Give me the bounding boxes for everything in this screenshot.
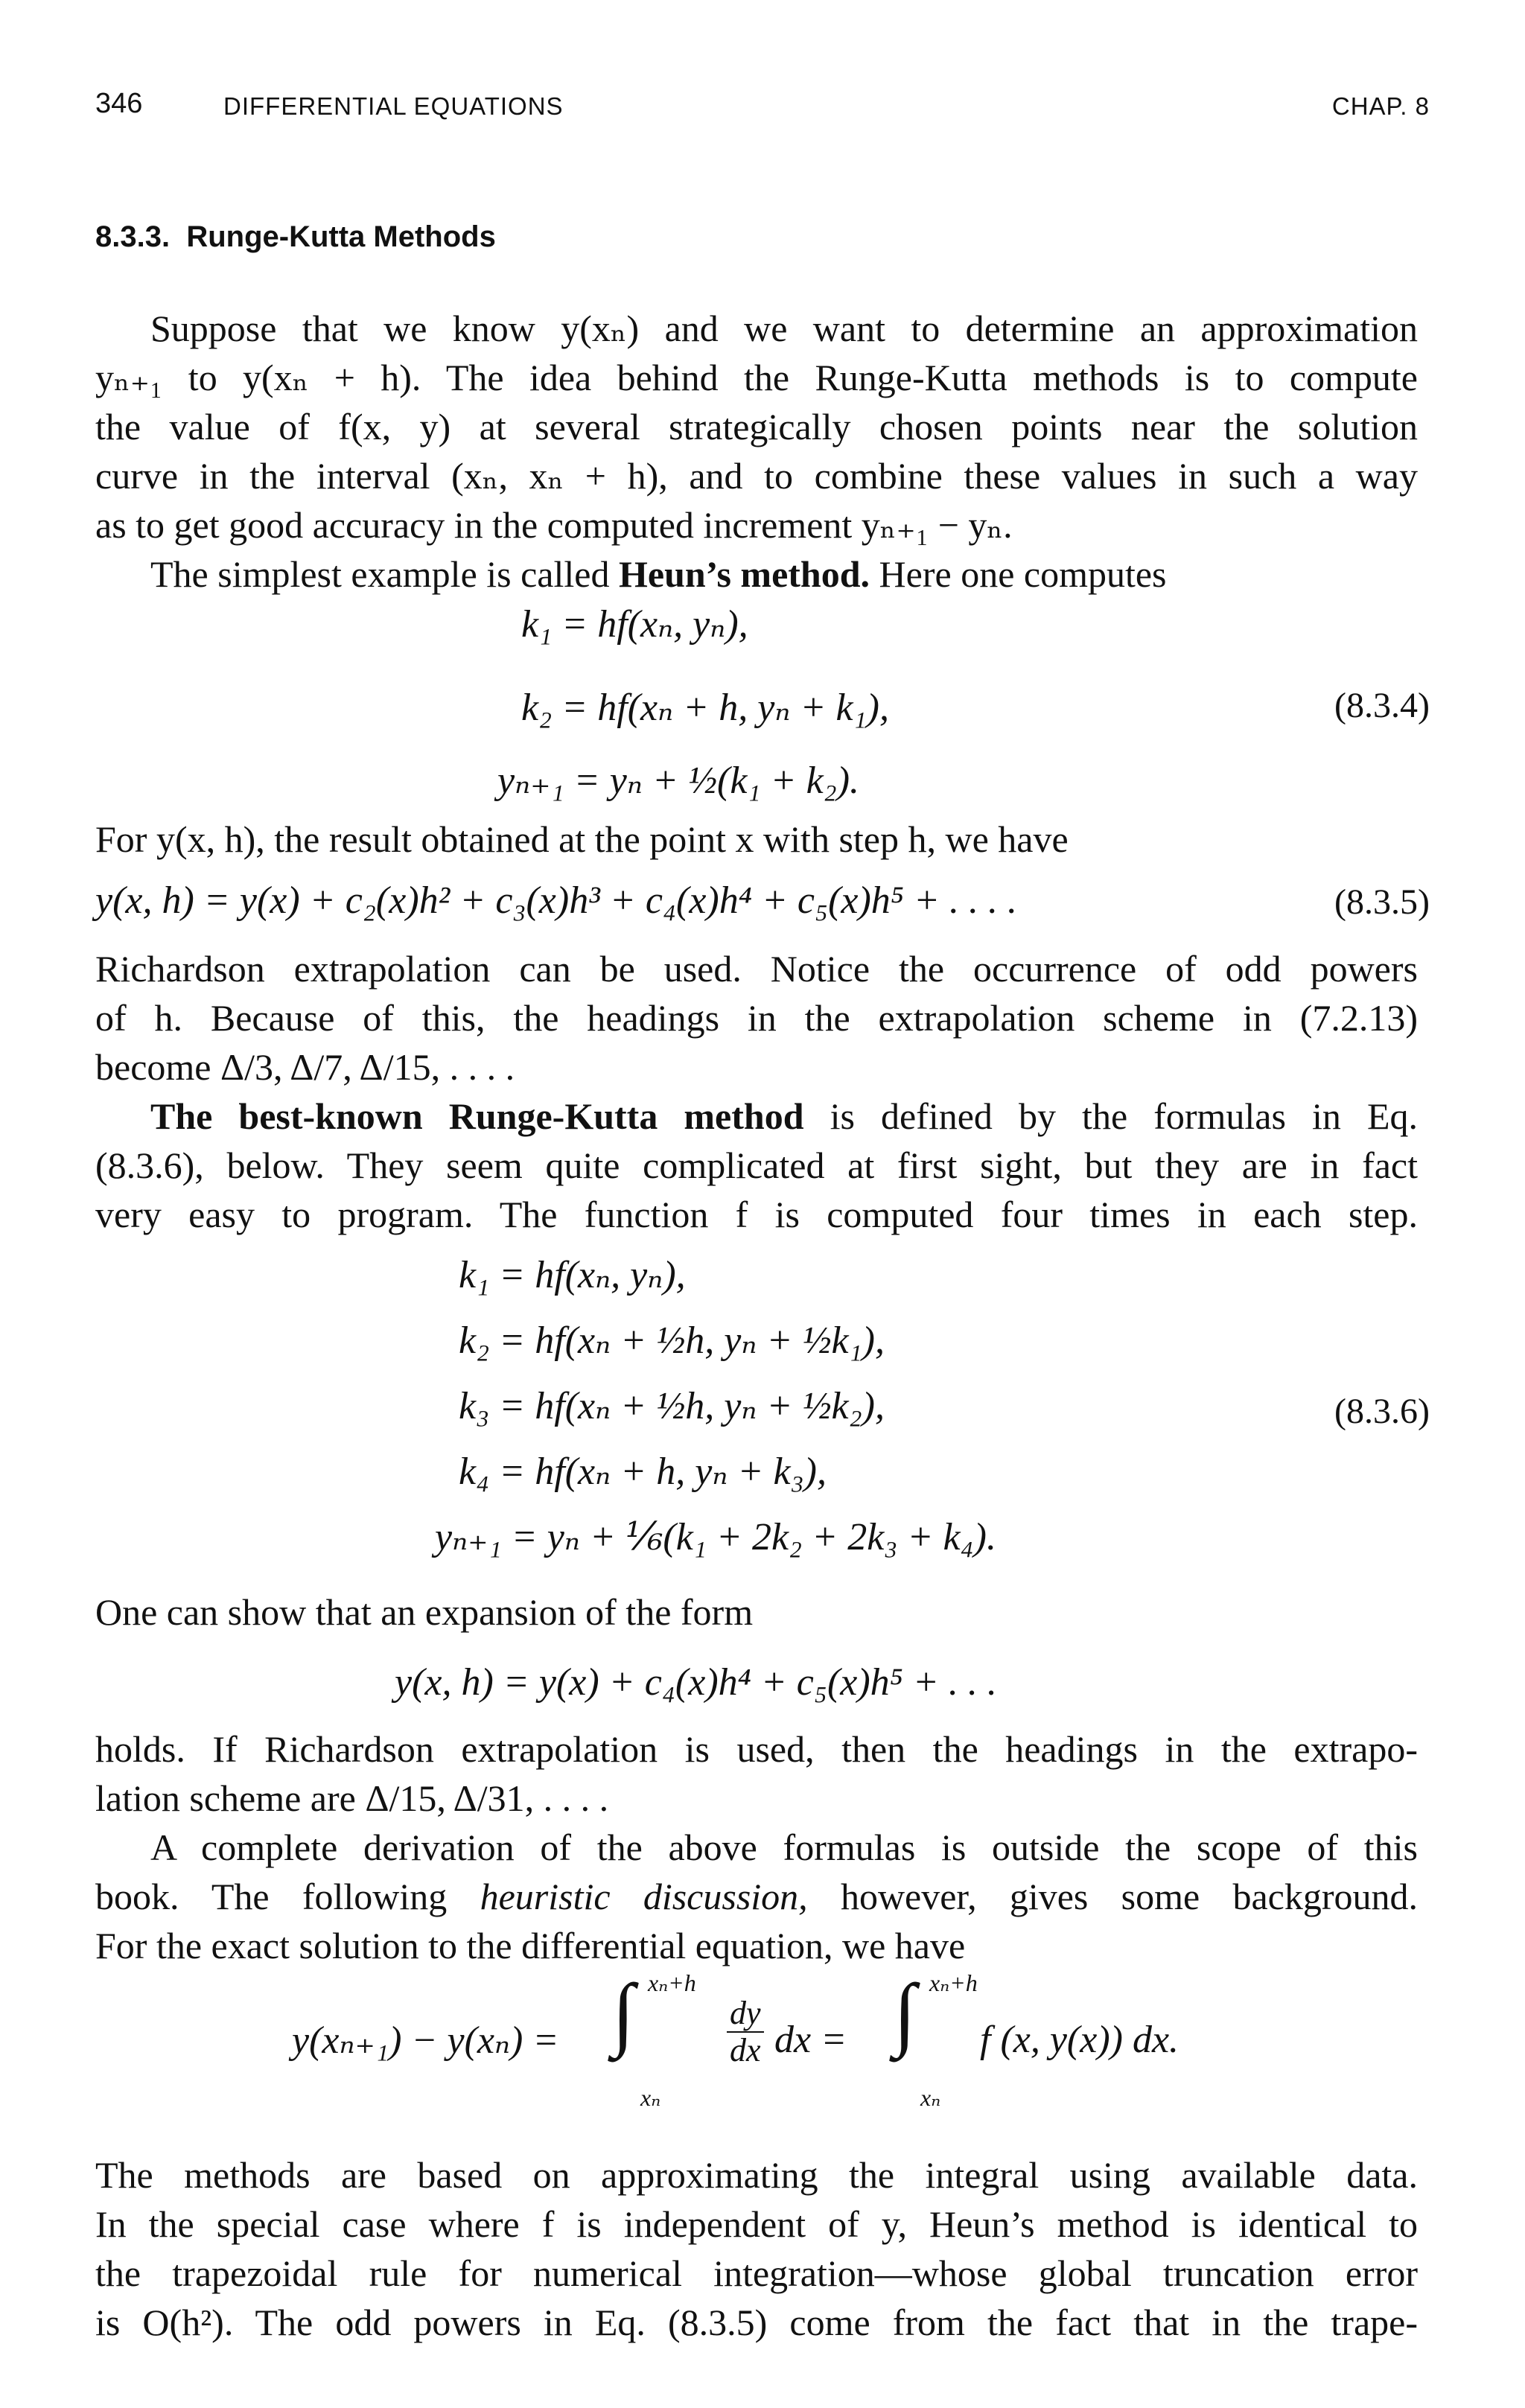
text-line: For y(x, h), the result obtained at the point x with step h, we have — [95, 818, 1069, 860]
integral-sign-1: ∫ — [612, 1967, 635, 2058]
text-line: the trapezoidal rule for numerical integration—whose global truncation error — [95, 2252, 1418, 2294]
text-line: lation scheme are Δ/15, Δ/31, . . . . — [95, 1777, 609, 1819]
text-line: Suppose that we know y(xₙ) and we want to determine an approximation — [150, 308, 1418, 349]
eq-834-k2: k₂ = hf(xₙ + h, yₙ + k₁), — [521, 687, 889, 729]
text-line: of h. Because of this, the headings in the extrapolation scheme in (7.2.13) — [95, 997, 1418, 1039]
text-line: yₙ₊₁ to y(xₙ + h). The idea behind the Runge-Kutta methods is to compute — [95, 357, 1418, 398]
integral-sign-2: ∫ — [894, 1967, 917, 2058]
section-number: 8.3.3. — [95, 220, 171, 253]
term-heuristic: heuristic discussion, — [480, 1876, 808, 1917]
text-line: become Δ/3, Δ/7, Δ/15, . . . . — [95, 1046, 515, 1088]
eq-836-k1: k₁ = hf(xₙ, yₙ), — [459, 1254, 686, 1296]
chapter-label: CHAP. 8 — [1331, 92, 1430, 120]
eq-834-y: yₙ₊₁ = yₙ + ½(k₁ + k₂). — [497, 759, 860, 802]
paragraph-expansion — [95, 1587, 1418, 1637]
section-heading — [95, 220, 496, 254]
text-line: For the exact solution to the differential equation, we have — [95, 1925, 966, 1966]
integral-lower-1: xₙ — [640, 2084, 661, 2111]
integral-upper-1: xₙ+h — [648, 1969, 696, 1996]
paragraph-derivation — [95, 1823, 1418, 1970]
paragraph-intro — [95, 304, 1418, 599]
eq-expansion: y(x, h) = y(x) + c₄(x)h⁴ + c₅(x)h⁵ + . . . — [395, 1661, 997, 1704]
paragraph-rk4 — [95, 1092, 1418, 1239]
paragraph-richardson — [95, 944, 1418, 1092]
eq-number-834: (8.3.4) — [1334, 686, 1430, 725]
paragraph-holds — [95, 1724, 1418, 1823]
term-rk4: The best-known Runge-Kutta method — [150, 1095, 804, 1137]
eq-836-k3: k₃ = hf(xₙ + ½h, yₙ + ½k₂), — [459, 1385, 885, 1427]
eq-number-835: (8.3.5) — [1334, 882, 1430, 922]
text-line: book. The following heuristic discussion, however, gives some background. — [95, 1876, 1419, 1917]
eq-834-k1: k₁ = hf(xₙ, yₙ), — [521, 603, 748, 646]
text-line: is O(h²). The odd powers in Eq. (8.3.5) come from the fact that in the trape- — [95, 2302, 1418, 2343]
paragraph-methods — [95, 2150, 1418, 2347]
page-number: 346 — [95, 88, 143, 119]
term-heun: Heun’s method. — [618, 553, 870, 595]
text-line: The best-known Runge-Kutta method is defined by the formulas in Eq. — [150, 1095, 1418, 1137]
eq-836-y: yₙ₊₁ = yₙ + ⅙(k₁ + 2k₂ + 2k₃ + k₄). — [435, 1516, 996, 1558]
eq-int-lhs: y(xₙ₊₁) − y(xₙ) = — [292, 2019, 559, 2062]
eq-836-k4: k₄ = hf(xₙ + h, yₙ + k₃), — [459, 1450, 827, 1493]
integral-lower-2: xₙ — [920, 2084, 941, 2111]
text-line: In the special case where f is independent of y, Heun’s method is identical to — [95, 2203, 1418, 2245]
running-title: DIFFERENTIAL EQUATIONS — [223, 92, 564, 120]
text-line: The simplest example is called Heun’s method. Here one computes — [150, 553, 1167, 595]
text-line: The methods are based on approximating the integral using available data. — [95, 2154, 1418, 2196]
eq-int-rhs: f (x, y(x)) dx. — [980, 2019, 1179, 2061]
text-line: (8.3.6), below. They seem quite complicated at first sight, but they are in fact — [95, 1144, 1418, 1186]
eq-int-dx: dx = — [774, 2019, 847, 2061]
text-line: Richardson extrapolation can be used. Notice the occurrence of odd powers — [95, 948, 1418, 990]
text-line: very easy to program. The function f is computed four times in each step. — [95, 1194, 1418, 1235]
integral-upper-2: xₙ+h — [929, 1969, 978, 1996]
text-line: curve in the interval (xₙ, xₙ + h), and to combine these values in such a way — [95, 455, 1418, 497]
text-line: holds. If Richardson extrapolation is used, then the headings in the extrapo- — [95, 1728, 1418, 1770]
eq-835: y(x, h) = y(x) + c₂(x)h² + c₃(x)h³ + c₄(x)h⁴ + c₅(x)h⁵ + . . . . — [95, 879, 1017, 922]
eq-836-k2: k₂ = hf(xₙ + ½h, yₙ + ½k₁), — [459, 1319, 885, 1362]
text-line: One can show that an expansion of the form — [95, 1591, 754, 1633]
text-line: as to get good accuracy in the computed increment yₙ₊₁ − yₙ. — [95, 504, 1013, 546]
eq-number-836: (8.3.6) — [1334, 1392, 1430, 1431]
text-line: the value of f(x, y) at several strategically chosen points near the solution — [95, 406, 1418, 447]
paragraph-step — [95, 815, 1418, 864]
section-title: Runge-Kutta Methods — [186, 220, 496, 253]
text-line: A complete derivation of the above formulas is outside the scope of this — [150, 1826, 1418, 1868]
eq-int-derivative: dy dx — [727, 1995, 764, 2068]
